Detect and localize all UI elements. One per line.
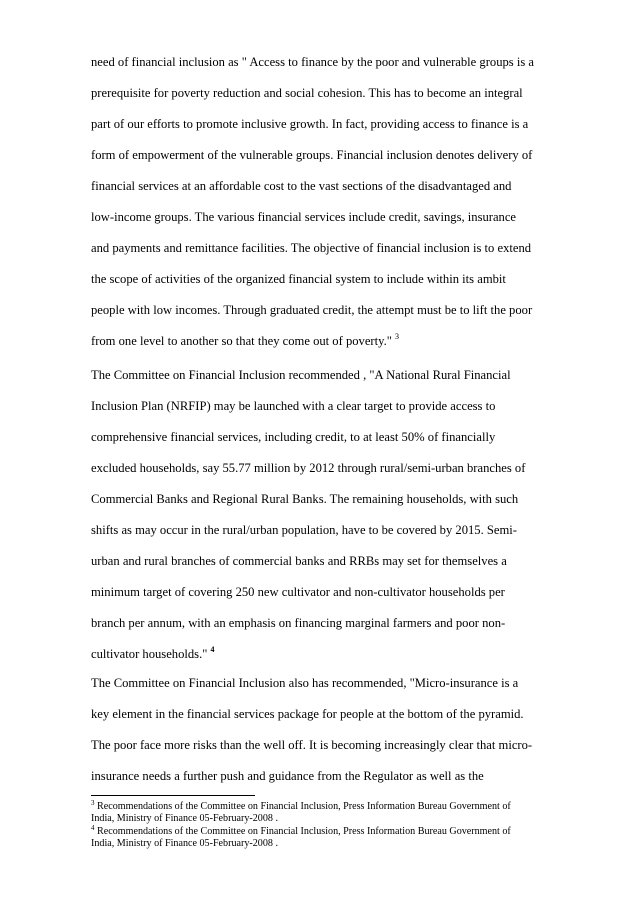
paragraph-2-line: shifts as may occur in the rural/urban population, have to be covered by 2015. Semi- <box>91 523 517 537</box>
paragraph-2-line-text: cultivator households." <box>91 647 208 661</box>
footnote-marker: 4 <box>91 823 95 832</box>
paragraph-1-line: prerequisite for poverty reduction and social cohesion. This has to become an integral <box>91 86 523 100</box>
paragraph-1-line-text: from one level to another so that they come out of poverty." <box>91 334 392 348</box>
footnote-text: Recommendations of the Committee on Financial Inclusion, Press Information Bureau Government of <box>97 801 511 812</box>
paragraph-3-line: The Committee on Financial Inclusion also has recommended, "Micro-insurance is a <box>91 676 519 690</box>
paragraph-1-line: and payments and remittance facilities. The objective of financial inclusion is to extend <box>91 241 532 255</box>
paragraph-1-line: low-income groups. The various financial services include credit, savings, insurance <box>91 210 517 224</box>
paragraph-1-last-line <box>91 331 400 349</box>
footnote-ref-4[interactable]: 4 <box>210 644 215 654</box>
paragraph-1-line: form of empowerment of the vulnerable groups. Financial inclusion denotes delivery of <box>91 148 533 162</box>
footnote-separator <box>91 795 255 796</box>
paragraph-1-line: need of financial inclusion as " Access to finance by the poor and vulnerable groups is a <box>91 55 534 69</box>
paragraph-2-line: minimum target of covering 250 new cultivator and non-cultivator households per <box>91 585 505 599</box>
paragraph-2-line: Inclusion Plan (NRFIP) may be launched with a clear target to provide access to <box>91 399 496 413</box>
footnote-3-continued: India, Ministry of Finance 05-February-2008 . <box>91 813 278 824</box>
paragraph-3-line: key element in the financial services package for people at the bottom of the pyramid. <box>91 707 524 721</box>
footnote-marker: 3 <box>91 798 95 807</box>
paragraph-2-line: The Committee on Financial Inclusion recommended , "A National Rural Financial <box>91 368 511 382</box>
paragraph-2-line: excluded households, say 55.77 million by 2012 through rural/semi-urban branches of <box>91 461 526 475</box>
paragraph-2-line: Commercial Banks and Regional Rural Banks. The remaining households, with such <box>91 492 519 506</box>
footnote-ref-3[interactable]: 3 <box>395 331 400 341</box>
footnote-4-continued: India, Ministry of Finance 05-February-2008 . <box>91 838 278 849</box>
footnote-text: Recommendations of the Committee on Financial Inclusion, Press Information Bureau Government of <box>97 826 511 837</box>
paragraph-2-line: urban and rural branches of commercial banks and RRBs may set for themselves a <box>91 554 507 568</box>
paragraph-1-line: the scope of activities of the organized financial system to include within its ambit <box>91 272 506 286</box>
footnote-4 <box>91 823 511 838</box>
paragraph-3-line: insurance needs a further push and guidance from the Regulator as well as the <box>91 769 484 783</box>
paragraph-3-line: The poor face more risks than the well off. It is becoming increasingly clear that micro- <box>91 738 533 752</box>
paragraph-1-line: part of our efforts to promote inclusive growth. In fact, providing access to finance is a <box>91 117 529 131</box>
paragraph-1-line: people with low incomes. Through graduated credit, the attempt must be to lift the poor <box>91 303 533 317</box>
paragraph-2-line: branch per annum, with an emphasis on financing marginal farmers and poor non- <box>91 616 506 630</box>
footnote-3 <box>91 798 511 813</box>
paragraph-2-last-line <box>91 644 215 662</box>
paragraph-2-line: comprehensive financial services, including credit, to at least 50% of financially <box>91 430 496 444</box>
paragraph-1-line: financial services at an affordable cost to the vast sections of the disadvantaged and <box>91 179 512 193</box>
